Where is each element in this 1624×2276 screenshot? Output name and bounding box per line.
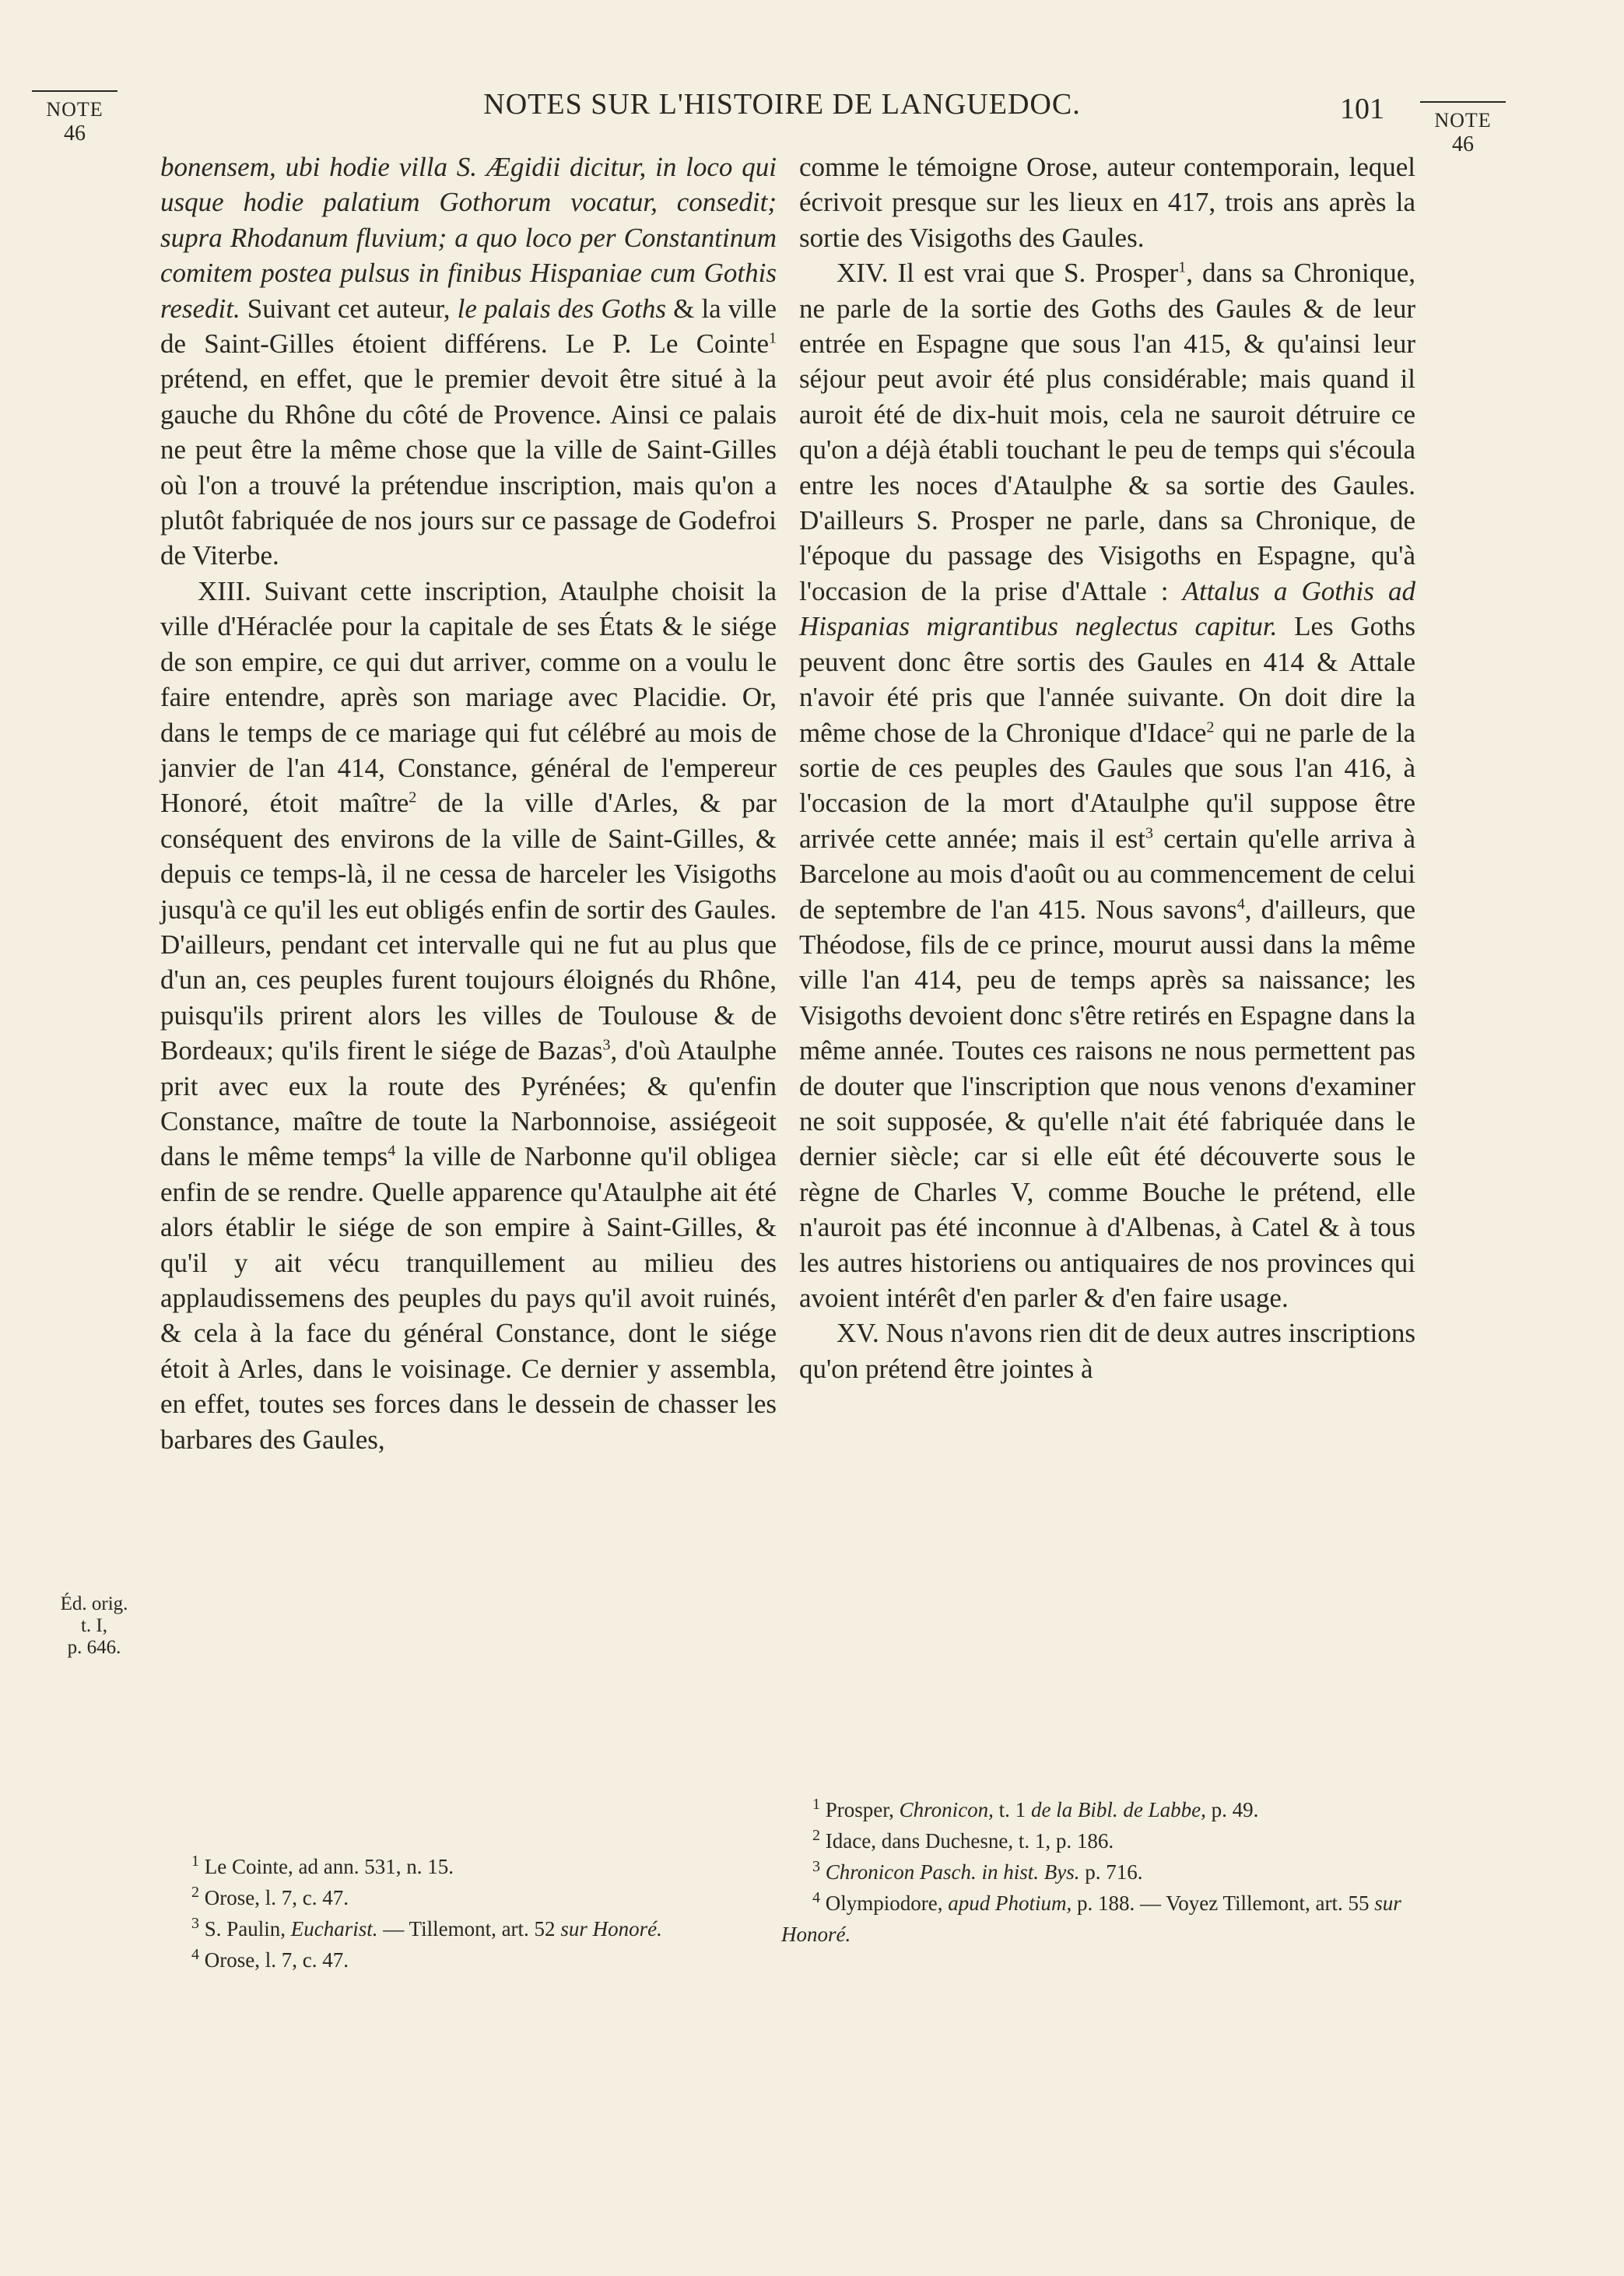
footnote-text: p. 716. [1079, 1860, 1143, 1884]
footnote-text: Olympiodore, [820, 1891, 949, 1915]
paragraph-xv: XV. Nous n'avons rien dit de deux autres inscriptions qu'on prétend être jointes à [799, 1318, 1415, 1384]
footnote [781, 1888, 1412, 1950]
footnote-number: 2 [191, 1884, 199, 1901]
footnote-text: t. 1 [993, 1798, 1031, 1821]
text-run: Les Goths peuvent donc être sortis des Gaules en 414 & Attale n'avoir été pris que l'année suivante. On doit dire la même chose de la Chronique d'Idace [799, 611, 1415, 748]
text-run: , d'où Ataulphe prit avec eux la route des Pyrénées; & qu'enfin Constance, maître de toute la Narbonnoise, assiégeoit dans le même temps [160, 1035, 777, 1172]
footnote-ref: 2 [409, 789, 417, 806]
footnote-ref: 3 [1145, 824, 1153, 842]
note-number: 46 [1452, 132, 1474, 156]
footnote-italic: sur Honoré. [781, 1891, 1401, 1946]
footnote-number: 4 [812, 1889, 820, 1906]
margin-note-original-edition [44, 1593, 145, 1659]
footnote-ref: 3 [602, 1036, 611, 1054]
footnote-italic: Chronicon Pasch. in hist. Bys. [825, 1860, 1080, 1884]
footnote-italic: Chronicon, [899, 1798, 994, 1821]
footnote-number: 3 [812, 1858, 820, 1875]
note-rule [32, 90, 118, 92]
footnote [160, 1913, 775, 1944]
text-run: de la ville d'Arles, & par conséquent des environs de la ville de Saint-Gilles, & depuis ce temps-là, il ne cessa de harceler les Visigoths jusqu'à ce qu'il les eut obligés enfin de sortir des Gaules. D'ailleurs, pendant cet intervalle qui ne fut au plus que d'un an, ces peuples furent toujours éloignés du Rhône, puisqu'ils prirent alors les villes de Toulouse & de Bordeaux; qu'ils firent le siége de Bazas [160, 788, 777, 1066]
text-run: XIII. Suivant cette inscription, Ataulphe choisit la ville d'Héraclée pour la capitale de ses États & le siége de son empire, ce qui dut arriver, comme on a voulu le faire entendre, après son mariage avec Placidie. Or, dans le temps de ce mariage qui fut célébré au mois de janvier de l'an 414, Constance, général de l'empereur Honoré, étoit maître [160, 575, 777, 819]
footnote-number: 4 [191, 1946, 199, 1963]
footnote [160, 1882, 775, 1913]
text-run: la ville de Narbonne qu'il obligea enfin de se rendre. Quelle apparence qu'Ataulphe ait été alors établir le siége de son empire à Saint-Gilles, & qu'il y ait vécu tranquillement au milieu des applaudissemens des peuples du pays qu'il avoit ruinés, & cela à la face du général Constance, dont le siége étoit à Arles, dans le voisinage. Ce dernier y assembla, en effet, toutes ses forces dans le dessein de chasser les barbares des Gaules, [160, 1141, 777, 1455]
text-run: prétend, en effet, que le premier devoit être situé à la gauche du Rhône du côté de Provence. Ainsi ce palais ne peut être la même chose que la ville de Saint-Gilles où l'on a trouvé la prétendue inscription, mais qu'on a plutôt fabriquée de nos jours sur ce passage de Godefroi de Viterbe. [160, 364, 777, 571]
footnote-italic: apud Photium, [948, 1891, 1072, 1915]
note-label: NOTE [1434, 109, 1492, 132]
page-number: 101 [1340, 93, 1384, 125]
latin-quote: Attalus a Gothis ad Hispanias migrantibus neglectus capitur. [799, 575, 1415, 642]
footnote [781, 1825, 1412, 1856]
footnote-italic: de la Bibl. de Labbe, [1030, 1798, 1206, 1821]
footnote-text: p. 49. [1205, 1798, 1259, 1821]
footnotes-right [781, 1794, 1412, 1950]
paragraph: comme le témoigne Orose, auteur contemporain, lequel écrivoit presque sur les lieux en 417, trois ans après la sortie des Visigoths des Gaules. [799, 152, 1415, 253]
running-title: NOTES SUR L'HISTOIRE DE LANGUEDOC. [483, 88, 1081, 121]
left-column [160, 149, 777, 1457]
note-rule [1420, 101, 1506, 103]
footnote-text: Prosper, [820, 1798, 900, 1821]
text-run: XIV. Il est vrai que S. Prosper [837, 258, 1179, 289]
footnote-text: — Tillemont, art. 52 [377, 1917, 561, 1941]
text-run: qui ne parle de la sortie de ces peuples des Gaules que sous l'an 416, à l'occasion de la mort d'Ataulphe qu'il suppose être arrivée cette année; mais il est [799, 717, 1415, 854]
footnote-text: S. Paulin, [199, 1917, 291, 1941]
footnote-number: 3 [191, 1915, 199, 1932]
footnote-ref: 2 [1206, 718, 1215, 736]
footnote [781, 1794, 1412, 1825]
footnote [160, 1851, 775, 1882]
text-run: certain qu'elle arriva à Barcelone au mois d'août ou au commencement de celui de septembre de l'an 415. Nous savons [799, 823, 1416, 925]
paragraph-xiv [799, 255, 1415, 1315]
note-marker-right [1416, 101, 1510, 157]
latin-quote: bonensem, ubi hodie villa S. Ægidii dicitur, in loco qui usque hodie palatium Gothorum vocatur, consedit; supra Rhodanum fluvium; a quo loco per Constantinum comitem postea pulsus in finibus Hispaniae cum Gothis resedit. [160, 152, 777, 324]
footnotes-left [160, 1851, 775, 1976]
paragraph [160, 149, 777, 574]
footnote-text: Orose, l. 7, c. 47. [199, 1886, 349, 1909]
footnote-ref: 4 [1236, 894, 1245, 912]
note-marker-left [28, 90, 121, 146]
footnote-text: Le Cointe, ad ann. 531, n. 15. [199, 1855, 454, 1878]
text-run: Suivant cet auteur, [240, 293, 458, 324]
footnote-number: 1 [191, 1853, 199, 1870]
right-column [799, 149, 1415, 1386]
margin-note-line: t. I, [80, 1615, 108, 1636]
footnote-text: Idace, dans Duchesne, t. 1, p. 186. [820, 1829, 1114, 1853]
footnote [160, 1944, 775, 1976]
paragraph-xiii [160, 574, 777, 1457]
footnote-number: 2 [812, 1827, 820, 1844]
footnote-italic: sur Honoré. [560, 1917, 662, 1941]
text-run: , d'ailleurs, que Théodose, fils de ce prince, mourut aussi dans la même ville l'an 414, peu de temps après sa naissance; les Visigoths devoient donc s'être retirés en Espagne dans la même année. Toutes ces raisons ne nous permettent pas de douter que l'inscription que nous venons d'examiner ne soit supposée, & qu'elle n'ait été fabriquée dans le dernier siècle; car si elle eût été découverte sous le règne de Charles V, comme Bouche le prétend, elle n'auroit pas été inconnue à d'Albenas, à Catel & à tous les autres historiens ou antiquaires de nos provinces qui avoient intérêt d'en parler & d'en faire usage. [799, 894, 1415, 1313]
margin-note-line: p. 646. [67, 1637, 121, 1658]
margin-note-line: Éd. orig. [60, 1593, 128, 1614]
footnote-ref: 1 [769, 329, 777, 347]
footnote-italic: Eucharist. [290, 1917, 378, 1941]
italic-phrase: le palais des Goths [457, 293, 667, 324]
text-run: & la ville de Saint-Gilles étoient différens. Le P. Le Cointe [160, 293, 777, 360]
text-run: , dans sa Chronique, ne parle de la sortie des Goths des Gaules & de leur entrée en Espagne que sous l'an 415, & qu'ainsi leur séjour peut avoir été plus considérable; mais quand il auroit été de dix-huit mois, cela ne sauroit détruire ce qu'on a déjà établi touchant le peu de temps qui s'écoula entre les noces d'Ataulphe & sa sortie des Gaules. D'ailleurs S. Prosper ne parle, dans sa Chronique, de l'époque du passage des Visigoths en Espagne, qu'à l'occasion de la prise d'Attale : [799, 258, 1415, 606]
footnote-text: p. 188. — Voyez Tillemont, art. 55 [1072, 1891, 1375, 1915]
footnote-ref: 1 [1178, 258, 1187, 276]
footnote-number: 1 [812, 1796, 820, 1813]
footnote [781, 1856, 1412, 1888]
note-label: NOTE [46, 98, 103, 121]
footnote-text: Orose, l. 7, c. 47. [199, 1948, 349, 1972]
note-number: 46 [64, 121, 86, 146]
footnote-ref: 4 [388, 1142, 396, 1160]
